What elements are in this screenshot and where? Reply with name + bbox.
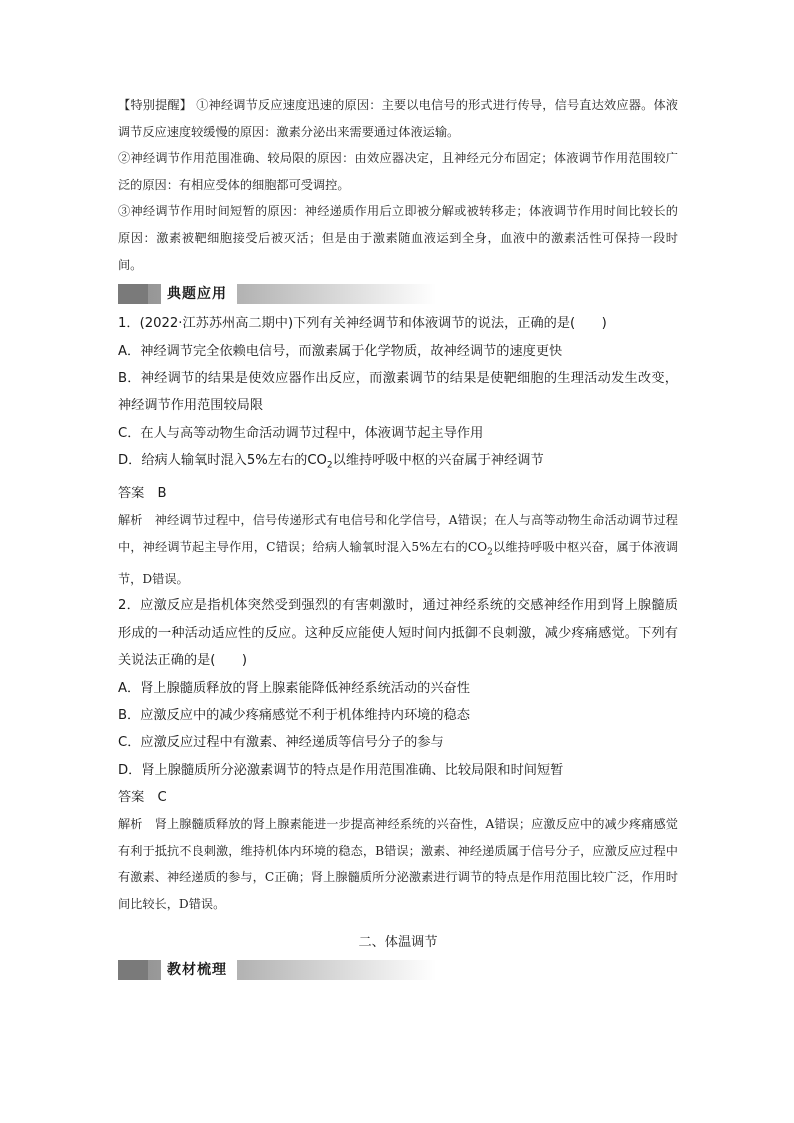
q1-option-b: B．神经调节的结果是使效应器作出反应，而激素调节的结果是使靶细胞的生理活动发生改变，神经调节作用范围较局限 bbox=[118, 370, 678, 414]
q2-analysis: 解析 肾上腺髓质释放的肾上腺素能进一步提高神经系统的兴奋性，A错误；应激反应中的减少疼痛感觉有利于抵抗不良刺激，维持机体内环境的稳态，B错误；激素、神经递质属于信号分子，应激反应过程中有激素、神经递质的参与，C正确；肾上腺髓质所分泌激素进行调节的特点是作用范围比较广泛，作用时间比较长，D错误。 bbox=[118, 817, 678, 912]
q1-analysis-sub: 2 bbox=[487, 547, 493, 558]
q2-option-a: A．肾上腺髓质释放的肾上腺素能降低神经系统活动的兴奋性 bbox=[118, 680, 470, 696]
banner-title: 典题应用 bbox=[161, 284, 237, 304]
banner-title: 教材梳理 bbox=[161, 960, 237, 980]
page-content bbox=[118, 92, 678, 986]
section-banner-textbook-review bbox=[118, 960, 436, 980]
section-heading-body-temperature: 二、体温调节 bbox=[358, 934, 438, 950]
note-line-3: ③神经调节作用时间短暂的原因：神经递质作用后立即被分解或被转移走；体液调节作用时间比较长的原因：激素被靶细胞接受后被灭活；但是由于激素随血液运到全身，血液中的激素活性可保持一段时间。 bbox=[118, 204, 678, 272]
q2-option-d: D．肾上腺髓质所分泌激素调节的特点是作用范围准确、比较局限和时间短暂 bbox=[118, 762, 564, 778]
note-line-1: 【特别提醒】 ①神经调节反应速度迅速的原因：主要以电信号的形式进行传导，信号直达效应器。体液调节反应速度较缓慢的原因：激素分泌出来需要通过体液运输。 bbox=[118, 98, 678, 139]
q1-option-a: A．神经调节完全依赖电信号，而激素属于化学物质，故神经调节的速度更快 bbox=[118, 343, 563, 359]
q1-option-d-pre: D．给病人输氧时混入5%左右的CO bbox=[118, 453, 327, 469]
q1-option-d-sub: 2 bbox=[326, 460, 333, 471]
q1-analysis-post: 以维持呼吸中枢兴奋，属于体液调节，D错误。 bbox=[118, 539, 679, 586]
q1-analysis bbox=[118, 507, 678, 592]
q1-analysis-pre: 解析 神经调节过程中，信号传递形式有电信号和化学信号，A错误；在人与高等动物生命活动调节过程中，神经调节起主导作用，C错误；给病人输氧时混入5%左右的CO bbox=[118, 513, 678, 554]
q2-option-b: B．应激反应中的减少疼痛感觉不利于机体维持内环境的稳态 bbox=[118, 708, 470, 724]
q2-stem: 2．应激反应是指机体突然受到强烈的有害刺激时，通过神经系统的交感神经作用到肾上腺髓质形成的一种活动适应性的反应。这种反应能使人短时间内抵御不良刺激，减少疼痛感觉。下列有关说法正确的是( ) bbox=[118, 598, 678, 669]
q2-answer: 答案 C bbox=[118, 790, 167, 806]
q1-option-d bbox=[118, 447, 678, 480]
q1-option-c: C．在人与高等动物生命活动调节过程中，体液调节起主导作用 bbox=[118, 425, 484, 441]
q2-option-c: C．应激反应过程中有激素、神经递质等信号分子的参与 bbox=[118, 735, 444, 751]
q1-option-d-post: 以维持呼吸中枢的兴奋属于神经调节 bbox=[332, 453, 544, 469]
section-banner-typical-application bbox=[118, 284, 436, 304]
banner-left-bar bbox=[118, 284, 148, 304]
q1-stem: 1．(2022·江苏苏州高二期中)下列有关神经调节和体液调节的说法，正确的是( ) bbox=[118, 316, 607, 332]
note-line-2: ②神经调节作用范围准确、较局限的原因：由效应器决定，且神经元分布固定；体液调节作用范围较广泛的原因：有相应受体的细胞都可受调控。 bbox=[118, 151, 678, 192]
q1-answer: 答案 B bbox=[118, 486, 167, 502]
banner-left-bar bbox=[118, 960, 148, 980]
